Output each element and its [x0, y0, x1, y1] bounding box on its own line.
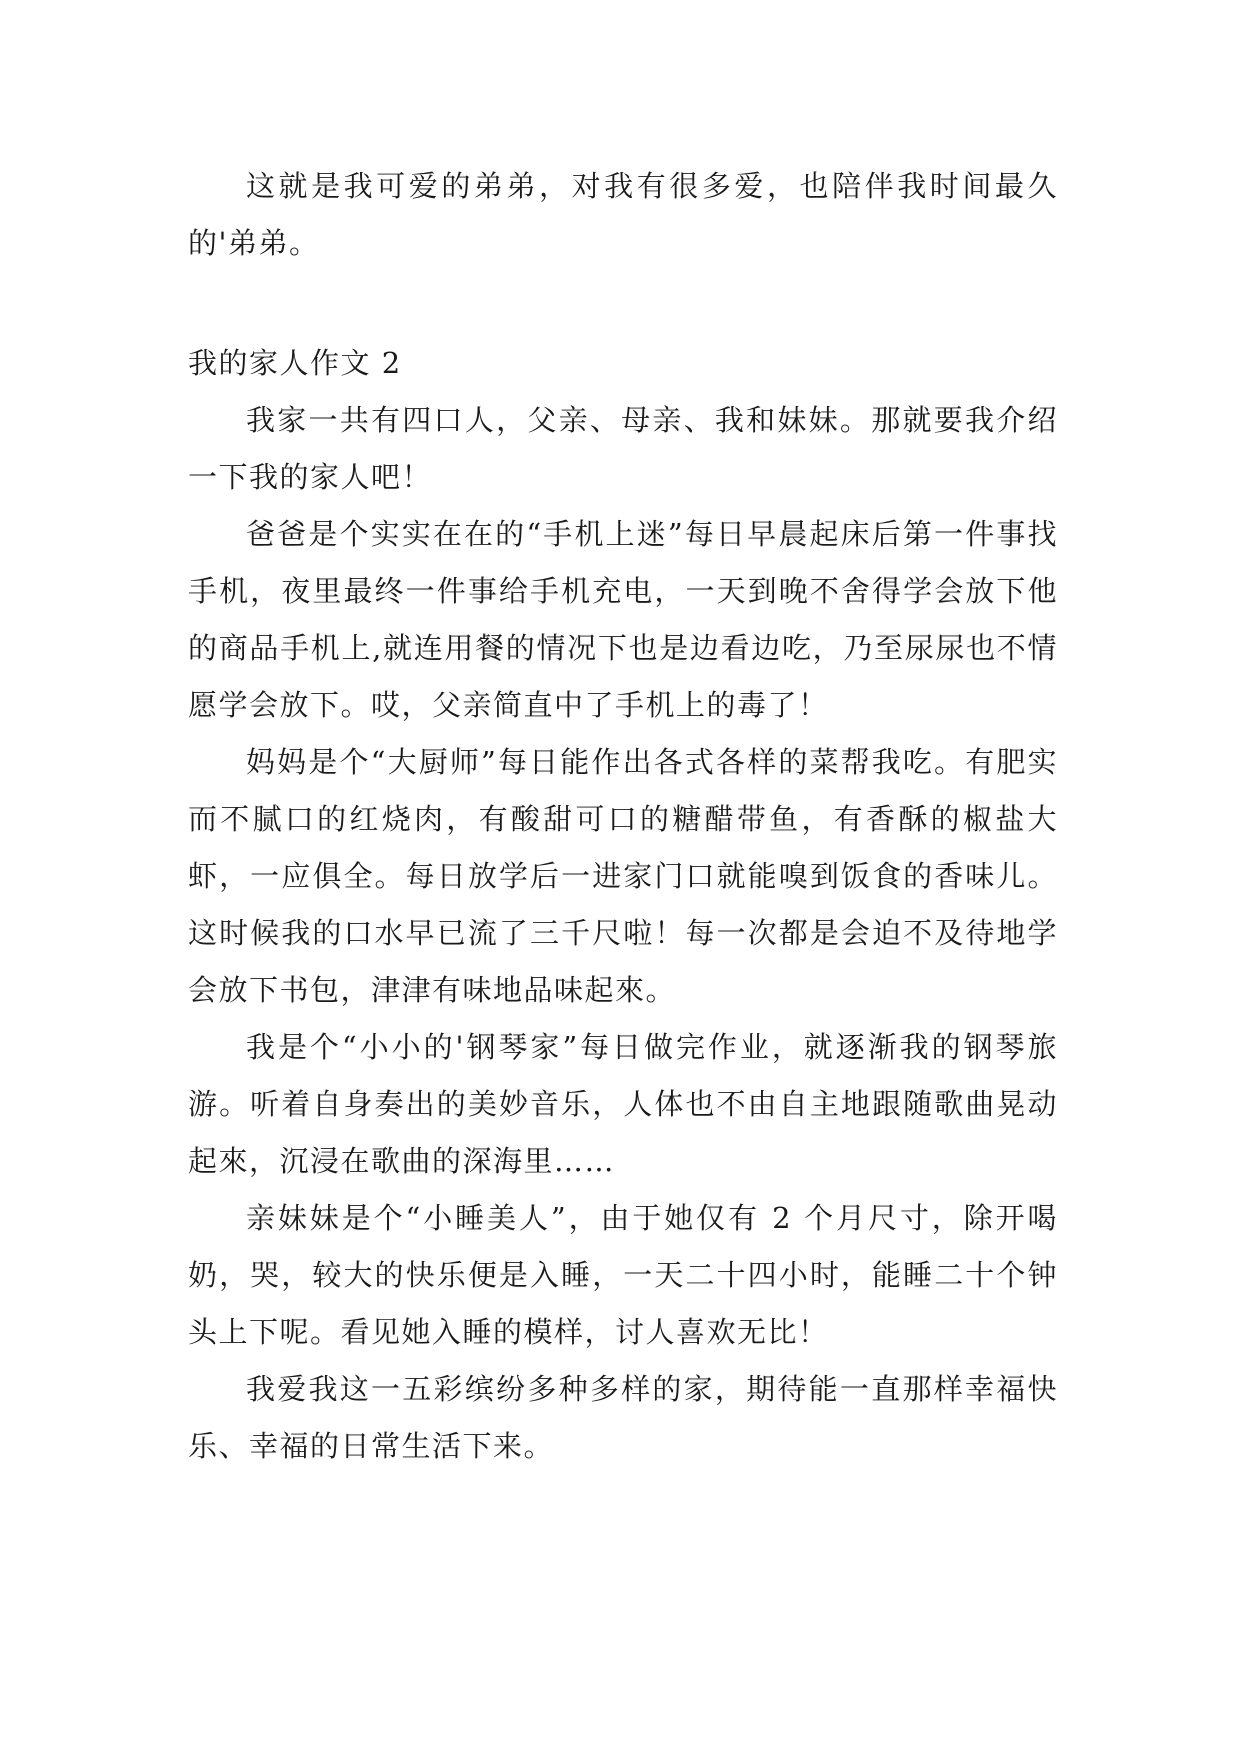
paragraph-family-intro: 我家一共有四口人，父亲、母亲、我和妹妹。那就要我介绍一下我的家人吧！ — [188, 403, 1058, 494]
essay-section — [188, 335, 1058, 1475]
paragraph-conclusion: 我爱我这一五彩缤纷多种多样的家，期待能一直那样幸福快乐、幸福的日常生活下来。 — [188, 1372, 1058, 1463]
paragraph-me: 我是个“小小的'钢琴家”每日做完作业，就逐渐我的钢琴旅游。听着自身奏出的美妙音乐，人体也不由自主地跟随歌曲晃动起來，沉浸在歌曲的深海里…… — [188, 1030, 1058, 1178]
paragraph-sister: 亲妹妹是个“小睡美人”，由于她仅有 2 个月尺寸，除开喝奶，哭，较大的快乐便是入睡，一天二十四小时，能睡二十个钟头上下呢。看见她入睡的模样，讨人喜欢无比！ — [188, 1201, 1058, 1349]
intro-paragraph: 这就是我可爱的弟弟，对我有很多爱，也陪伴我时间最久的'弟弟。 — [188, 169, 1058, 260]
paragraph-father: 爸爸是个实实在在的“手机上迷”每日早晨起床后第一件事找手机，夜里最终一件事给手机充电，一天到晚不舍得学会放下他的商品手机上,就连用餐的情况下也是边看边吃，乃至尿尿也不情愿学会放下。哎，父亲简直中了手机上的毒了！ — [188, 517, 1058, 722]
section-title: 我的家人作文 2 — [188, 346, 402, 380]
intro-section — [188, 158, 1058, 272]
paragraph-mother: 妈妈是个“大厨师”每日能作出各式各样的菜帮我吃。有肥实而不腻口的红烧肉，有酸甜可口的糖醋带鱼，有香酥的椒盐大虾，一应俱全。每日放学后一进家门口就能嗅到饭食的香味儿。这时候我的口水早已流了三千尺啦！每一次都是会迫不及待地学会放下书包，津津有味地品味起來。 — [188, 745, 1058, 1007]
